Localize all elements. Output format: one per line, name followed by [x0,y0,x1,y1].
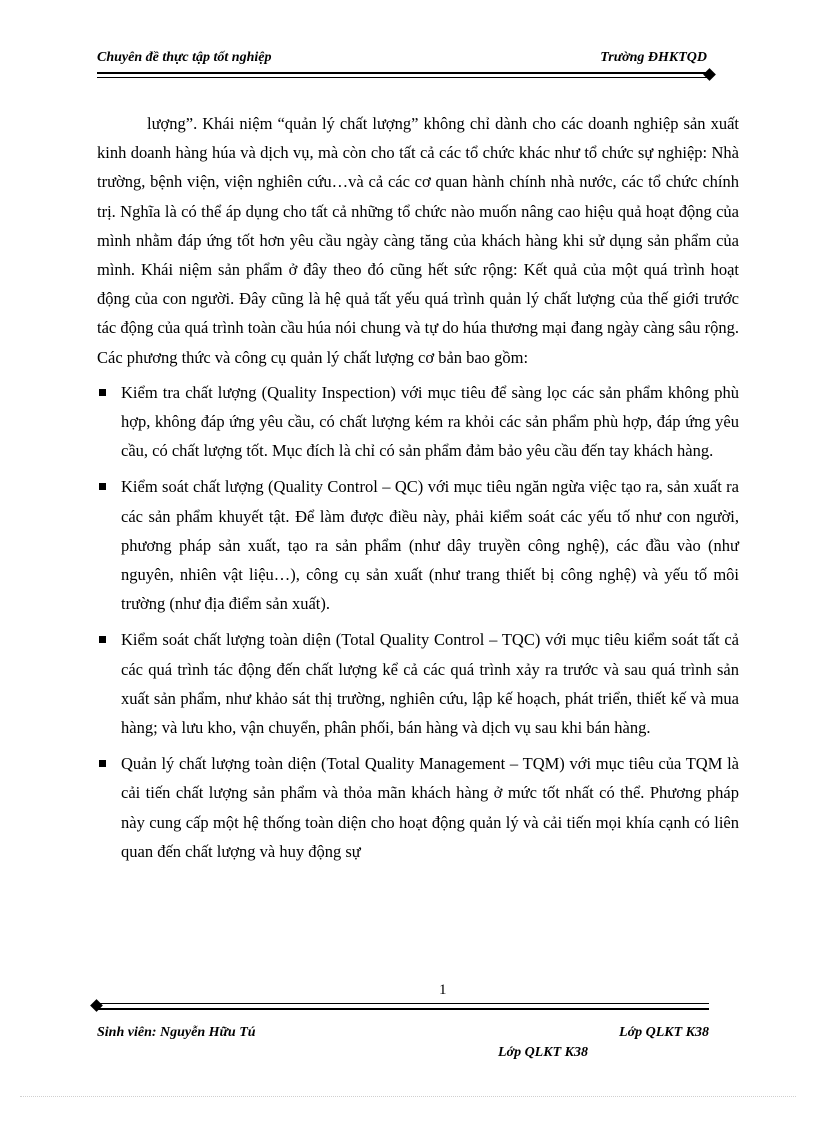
list-item [97,472,739,618]
list-item-text: Quản lý chất lượng toàn diện (Total Quality Management – TQM) với mục tiêu của TQM là cải tiến chất lượng sản phẩm và thỏa mãn khách hàng ở mức tốt nhất có thể. Phương pháp này cung cấp một hệ thống toàn diện cho hoạt động quản lý và cải tiến mọi khía cạnh có liên quan đến chất lượng và huy động sự [121,754,739,861]
list-item [97,378,739,466]
method-list [97,378,739,866]
page-edge-divider [20,1096,796,1097]
footer-rule-thin [97,1003,709,1004]
footer-rule-thick [97,1008,709,1010]
header-rule-thin [97,77,709,78]
list-item-text: Kiểm soát chất lượng (Quality Control – QC) với mục tiêu ngăn ngừa việc tạo ra, sản xuất ra các sản phẩm khuyết tật. Để làm được điều này, phải kiểm soát các yếu tố như con người, phương pháp sản xuất, tạo ra sản phẩm (như dây truyền công nghệ), các đầu vào (như nguyên, nhiên vật liệu…), công cụ sản xuất (như trang thiết bị công nghệ) và yếu tố môi trường (như địa điểm sản xuất). [121,477,739,614]
document-body [97,109,739,873]
header-rule-thick [97,72,709,74]
list-item [97,749,739,866]
intro-paragraph: lượng”. Khái niệm “quản lý chất lượng” không chỉ dành cho các doanh nghiệp sản xuất kinh doanh hàng húa và dịch vụ, mà còn cho tất cả các tổ chức khác như tổ chức sự nghiệp: Nhà trường, bệnh viện, viện nghiên cứu…và cả các cơ quan hành chính nhà nước, các tổ chức chính trị. Nghĩa là có thể áp dụng cho tất cả những tổ chức nào muốn nâng cao hiệu quả hoạt động của mình nhằm đáp ứng tốt hơn yêu cầu ngày càng tăng của khách hàng khi sử dụng sản phẩm của mình. Khái niệm sản phẩm ở đây theo đó cũng hết sức rộng: Kết quả của một quá trình hoạt động của con người. Đây cũng là hệ quả tất yếu quá trình quản lý chất lượng của thế giới trước tác động của quá trình toàn cầu húa nói chung và tự do húa thương mại đang ngày càng sâu rộng. Các phương thức và công cụ quản lý chất lượng cơ bản bao gồm: [97,114,739,367]
footer-student-name: Sinh viên: Nguyễn Hữu Tú [97,1025,256,1040]
square-bullet-icon [99,636,106,643]
list-item-text: Kiểm soát chất lượng toàn diện (Total Quality Control – TQC) với mục tiêu kiểm soát tất cả các quá trình tác động đến chất lượng kể cả các quá trình xảy ra trước và sau quá trình sản xuất sản phẩm, như khảo sát thị trường, nghiên cứu, lập kế hoạch, phát triển, thiết kế và mua hàng; và lưu kho, vận chuyển, phân phối, bán hàng và dịch vụ sau khi bán hàng. [121,630,739,738]
list-item-text: Kiểm tra chất lượng (Quality Inspection) với mục tiêu để sàng lọc các sản phẩm không phù hợp, không đáp ứng yêu cầu, có chất lượng kém ra khỏi các sản phẩm phù hợp, đáp ứng yêu cầu, có chất lượng tốt. Mục đích là chỉ có sản phẩm đảm bảo yêu cầu đến tay khách hàng. [121,382,739,461]
square-bullet-icon [99,389,106,396]
header-right-title: Trường ĐHKTQD [600,50,707,65]
footer-class: Lớp QLKT K38 [619,1025,709,1040]
square-bullet-icon [99,760,106,767]
square-bullet-icon [99,483,106,490]
list-item [97,625,739,742]
header-diamond-icon [703,68,716,81]
page-number: 1 [439,982,447,998]
footer-class-repeat: Lớp QLKT K38 [498,1045,588,1060]
header-left-title: Chuyên đề thực tập tốt nghiệp [97,50,272,65]
